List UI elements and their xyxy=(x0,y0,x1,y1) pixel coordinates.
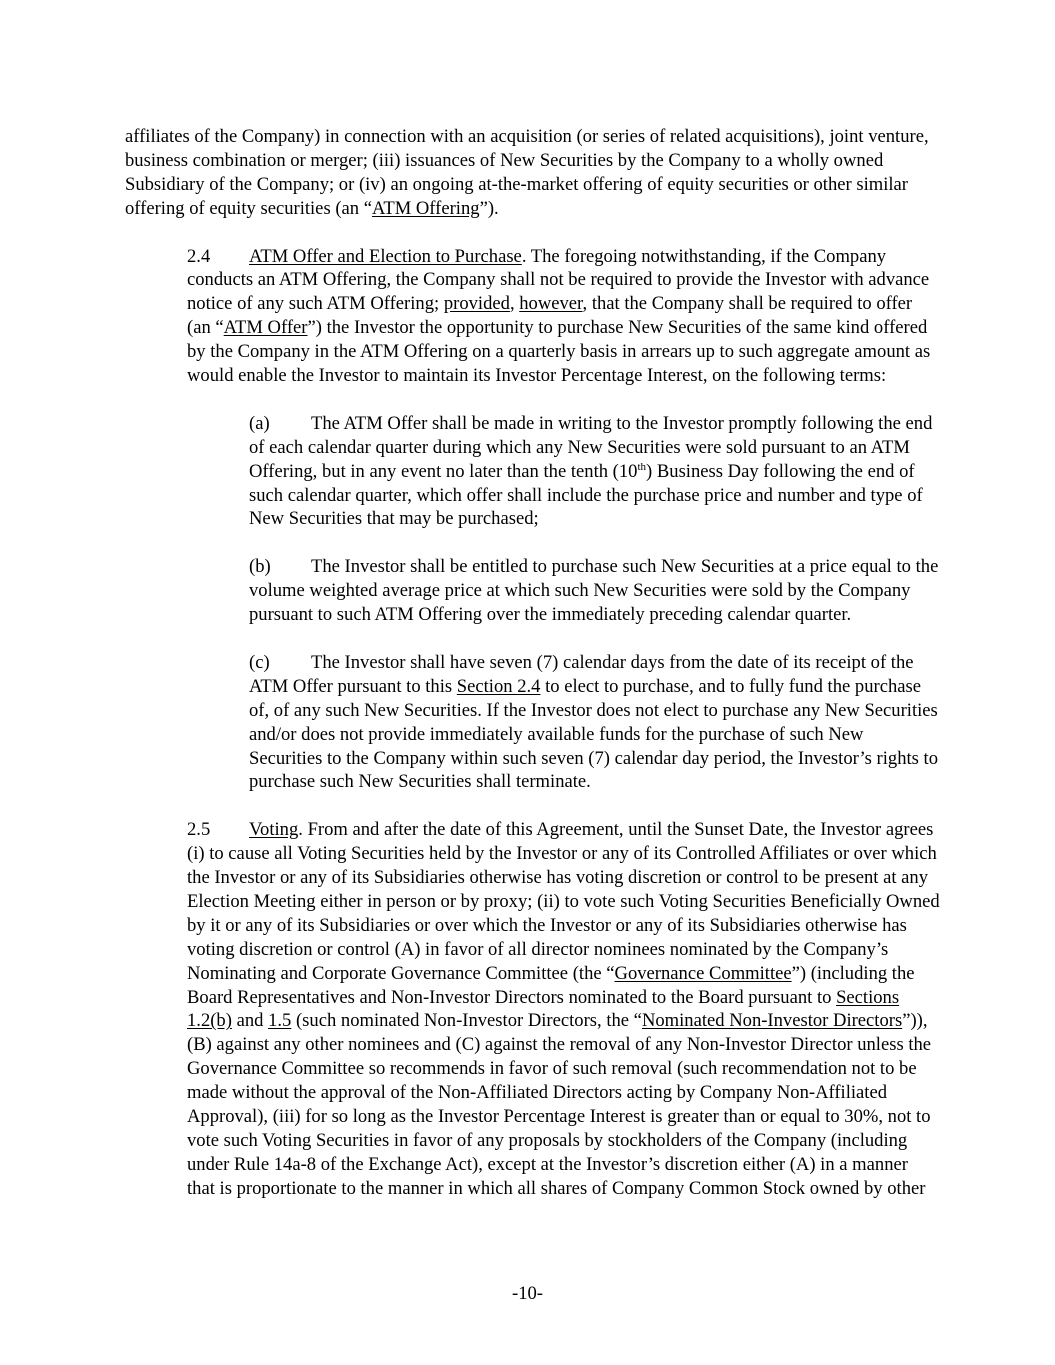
page-number: -10- xyxy=(512,1283,543,1304)
text: . The foregoing notwithstanding, if the Company conducts an ATM Offering, the Company shall not be required to provide the Investor with advance notice of any such ATM Offering; xyxy=(187,245,930,315)
text: , that the Company shall be required to offer (an “ xyxy=(187,293,913,339)
defined-term-governance-committee: Governance Committee xyxy=(614,962,792,984)
text: ”) the Investor the opportunity to purchase New Securities of the same kind offered by the Company in the ATM Offering on a quarterly basis in arrears up to such aggregate amount as would enable the Investor to maintain its Investor Percentage Interest, on the following terms: xyxy=(187,317,931,387)
item-c xyxy=(125,651,940,794)
section-number: 2.5 xyxy=(187,819,211,841)
section-number: 2.4 xyxy=(187,245,211,267)
text: The Investor shall be entitled to purchase such New Securities at a price equal to the volume weighted average price at which such New Securities were sold by the Company pursuant to such ATM Offering over the immediately preceding calendar quarter. xyxy=(249,556,939,626)
text: (such nominated Non-Investor Directors, the “ xyxy=(291,1010,642,1032)
defined-term-atm-offer: ATM Offer xyxy=(223,317,308,339)
cross-reference-section-2-4: Section 2.4 xyxy=(456,675,541,697)
cross-reference-1-5: 1.5 xyxy=(268,1010,292,1032)
term-provided: provided xyxy=(443,293,510,315)
text: The ATM Offer shall be made in writing to the Investor promptly following the end of each calendar quarter during which any New Securities were sold pursuant to an ATM Offering, but in any event no later than the tenth (10 xyxy=(249,412,933,482)
text: . From and after the date of this Agreement, until the Sunset Date, the Investor agrees (i) to cause all Voting Securities held by the Investor or any of its Controlled Affiliates or over which the Investor or any of its Subsidiaries otherwise has voting discretion or control to be present at any Election Meeting either in person or by proxy; (ii) to vote such Voting Securities Beneficially Owned by it or any of its Subsidiaries or over which the Investor or any of its Subsidiaries otherwise has voting discretion or control (A) in favor of all director nominees nominated by the Company’s Nominating and Corporate Governance Committee (the “ xyxy=(187,819,940,984)
item-b xyxy=(125,555,940,627)
cross-reference-sections-1-2b: Sections 1.2(b) xyxy=(187,986,900,1032)
section-2-5 xyxy=(125,818,940,1201)
item-number: (c) xyxy=(249,651,270,673)
item-number: (b) xyxy=(249,556,271,578)
text: and xyxy=(231,1010,269,1032)
text: , xyxy=(509,293,520,315)
superscript: th xyxy=(637,460,647,473)
paragraph-intro xyxy=(125,125,940,221)
text: ”)), (B) against any other nominees and (C) against the removal of any Non-Investor Director unless the Governance Committee so recommends in favor of such removal (such recommendation not to be made without the approval of the Non-Affiliated Directors acting by Company Non-Affiliated Approval), (iii) for so long as the Investor Percentage Interest is greater than or equal to 30%, not to vote such Voting Securities in favor of any proposals by stockholders of the Company (including under Rule 14a-8 of the Exchange Act), except at the Investor’s discretion either (A) in a manner that is proportionate to the manner in which all shares of Company Common Stock owned by other xyxy=(187,1010,932,1199)
text: ”) (including the Board Representatives and Non-Investor Directors nominated to the Board pursuant to xyxy=(187,962,915,1008)
text: ) Business Day following the end of such calendar quarter, which offer shall include the purchase price and number and type of New Securities that may be purchased; xyxy=(249,460,923,530)
text: ”). xyxy=(479,197,499,219)
item-a xyxy=(125,412,940,532)
term-however: however xyxy=(519,293,583,315)
text: to elect to purchase, and to fully fund the purchase of, of any such New Securities. If the Investor does not elect to purchase any New Securities and/or does not provide immediately available funds for the purchase of such New Securities to the Company within such seven (7) calendar day period, the Investor’s rights to purchase such New Securities shall terminate. xyxy=(249,675,939,793)
section-heading: Voting xyxy=(249,819,299,841)
section-2-4 xyxy=(125,245,940,388)
text: The Investor shall have seven (7) calendar days from the date of its receipt of the ATM Offer pursuant to this xyxy=(249,651,914,697)
text: affiliates of the Company) in connection with an acquisition (or series of related acquisitions), joint venture, business combination or merger; (iii) issuances of New Securities by the Company to a wholly owned Subsidiary of the Company; or (iv) an ongoing at-the-market offering of equity securities or other similar offering of equity securities (an “ xyxy=(125,126,929,219)
section-heading: ATM Offer and Election to Purchase xyxy=(249,245,522,267)
defined-term-nominated-non-investor-directors: Nominated Non-Investor Directors xyxy=(641,1010,903,1032)
defined-term-atm-offering: ATM Offering xyxy=(371,197,480,219)
document-page xyxy=(125,125,940,1225)
item-number: (a) xyxy=(249,412,270,434)
